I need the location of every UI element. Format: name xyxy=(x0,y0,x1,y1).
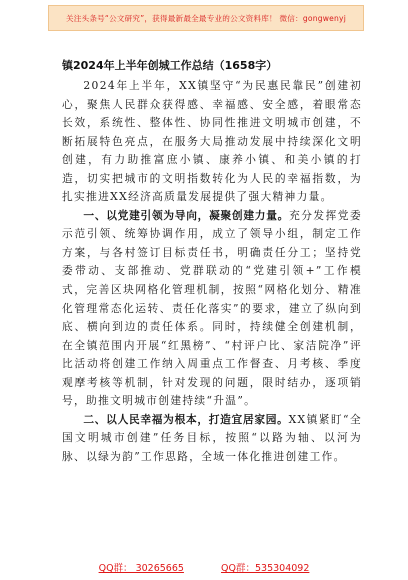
document-body xyxy=(62,77,362,466)
paragraph-section-2 xyxy=(62,411,362,467)
promo-banner xyxy=(48,5,364,31)
qq-group-link-2[interactable]: QQ群：535304092 xyxy=(221,563,310,574)
promo-banner-text: 关注头条号“公文研究”，获得最新最全最专业的公文资料库！ 微信：gongwenyj xyxy=(65,13,347,23)
document-title: 镇2024年上半年创城工作总结（1658字） xyxy=(62,59,278,72)
section-heading-2: 二、以人民幸福为根本，打造宜居家园。 xyxy=(83,412,289,426)
section-body-2: XX镇紧盯“全国文明城市创建”任务目标，按照“以路为轴、以河为脉、以绿为韵”工作思路，全域一体化推进创建工作。 xyxy=(62,412,362,463)
section-heading-1: 一、以党建引领为导向，凝聚创建力量。 xyxy=(83,208,290,222)
section-body-1: 充分发挥党委示范引领、统筹协调作用，成立了领导小组，制定工作方案，与各村签订目标责任书，明确责任分工；坚持党委带动、支部推动、党群联动的“党建引领+”工作模式，完善区块网格化管理机制，按照“网格化划分、精准化管理常态化运转、责任化落实”的要求，建立了纵向到底、横向到边的责任体系。同时，持续健全创建机制，在全镇范围内开展“红黑榜”、“村评户比、家洁院净”评比活动将创建工作纳入周重点工作督查、月考核、季度观摩考核等机制，针对发现的问题，限时结办，逐项销号，助推文明城市创建持续“升温”。 xyxy=(62,208,362,408)
footer xyxy=(0,556,408,575)
paragraph-section-1 xyxy=(62,207,362,411)
paragraph-intro: 2024年上半年，XX镇坚守“为民惠民靠民”创建初心，聚焦人民群众获得感、幸福感、安全感，着眼常态长效，系统性、整体性、协同性推进文明城市创建，不断拓展特色亮点，在服务大局推动发展中持续深化文明创建，有力助推富庶小镇、康养小镇、和美小镇的打造，切实把城市的文明指数转化为人民的幸福指数，为扎实推进XX经济高质量发展提供了强大精神力量。 xyxy=(62,79,362,204)
qq-group-link-1[interactable]: QQ群： 30265665 xyxy=(98,563,184,574)
